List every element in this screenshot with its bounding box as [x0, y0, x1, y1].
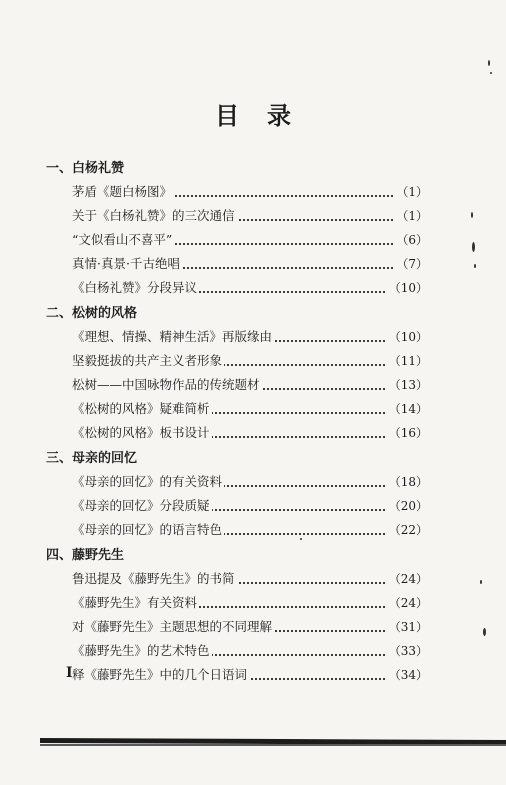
toc-section-3 — [0, 448, 506, 542]
toc-entry — [0, 228, 506, 252]
entry-title: 《藤野先生》的艺术特色 — [72, 639, 212, 663]
scan-speck — [488, 60, 490, 66]
entry-page: （7） — [393, 252, 428, 276]
toc-section-4 — [0, 545, 506, 687]
entry-title: 《藤野先生》有关资料 — [72, 591, 199, 615]
section-heading: 三、母亲的回忆 — [46, 451, 138, 466]
entry-page: （31） — [386, 615, 428, 639]
entry-title: 《松树的风格》疑难简析 — [72, 397, 212, 421]
toc-entry — [0, 252, 506, 276]
entry-page: （11） — [386, 349, 428, 373]
toc-entry — [0, 180, 506, 204]
toc-section-1 — [0, 158, 506, 300]
entry-title: 《白杨礼赞》分段异议 — [72, 276, 199, 300]
scan-speck — [474, 264, 476, 268]
page-number: I — [66, 665, 73, 681]
entry-title: 茅盾《题白杨图》 — [72, 180, 174, 204]
entry-title: 对《藤野先生》主题思想的不同理解 — [72, 615, 274, 639]
toc-entry — [0, 325, 506, 349]
toc-entry — [0, 518, 506, 542]
entry-page: （14） — [386, 397, 428, 421]
toc-entry — [0, 397, 506, 421]
scan-speck — [480, 580, 482, 584]
entry-page: （33） — [386, 639, 428, 663]
toc-entry — [0, 421, 506, 445]
bottom-rule-shadow — [40, 744, 506, 746]
entry-title: 《母亲的回忆》的语言特色 — [72, 518, 224, 542]
scan-speck — [471, 212, 473, 218]
entry-title: 关于《白杨礼赞》的三次通信 — [72, 204, 237, 228]
toc-entry — [0, 373, 506, 397]
toc-entry — [0, 615, 506, 639]
toc-entry — [0, 349, 506, 373]
entry-page: （10） — [386, 276, 428, 300]
entry-page: （10） — [386, 325, 428, 349]
scan-speck — [490, 72, 492, 74]
entry-title: 《松树的风格》板书设计 — [72, 421, 212, 445]
entry-title: 松树——中国咏物作品的传统题材 — [72, 373, 262, 397]
entry-page: （24） — [386, 591, 428, 615]
toc-entry — [0, 276, 506, 300]
scan-speck — [483, 628, 486, 636]
entry-page: （16） — [386, 421, 428, 445]
entry-title: 坚毅挺拔的共产主义者形象 — [72, 349, 224, 373]
entry-page: （13） — [386, 373, 428, 397]
entry-title: 《母亲的回忆》的有关资料 — [72, 470, 224, 494]
entry-title: 《理想、情操、精神生活》再版缘由 — [72, 325, 274, 349]
toc-entry — [0, 567, 506, 591]
entry-page: （24） — [386, 567, 428, 591]
toc-entry — [0, 663, 506, 687]
section-heading: 四、藤野先生 — [46, 548, 125, 563]
entry-title: 鲁迅提及《藤野先生》的书简 — [72, 567, 237, 591]
entry-title: “文似看山不喜平” — [72, 228, 174, 252]
table-of-contents — [0, 158, 506, 687]
entry-page: （18） — [386, 470, 428, 494]
entry-title: 真情·真景·千古绝唱 — [72, 252, 182, 276]
toc-entry — [0, 204, 506, 228]
toc-section-2 — [0, 303, 506, 445]
entry-page: （34） — [386, 663, 428, 687]
entry-page: （1） — [393, 204, 428, 228]
toc-entry — [0, 470, 506, 494]
section-heading: 二、松树的风格 — [46, 306, 138, 321]
entry-page: （20） — [386, 494, 428, 518]
toc-entry — [0, 591, 506, 615]
entry-page: （1） — [393, 180, 428, 204]
entry-title: 《母亲的回忆》分段质疑 — [72, 494, 212, 518]
entry-page: （22） — [386, 518, 428, 542]
section-heading: 一、白杨礼赞 — [46, 161, 125, 176]
scan-speck — [472, 242, 475, 252]
entry-title: 释《藤野先生》中的几个日语词 — [72, 663, 249, 687]
scan-speck — [300, 538, 302, 540]
toc-entry — [0, 639, 506, 663]
toc-entry — [0, 494, 506, 518]
page-title: 目录 — [215, 101, 319, 130]
entry-page: （6） — [393, 228, 428, 252]
